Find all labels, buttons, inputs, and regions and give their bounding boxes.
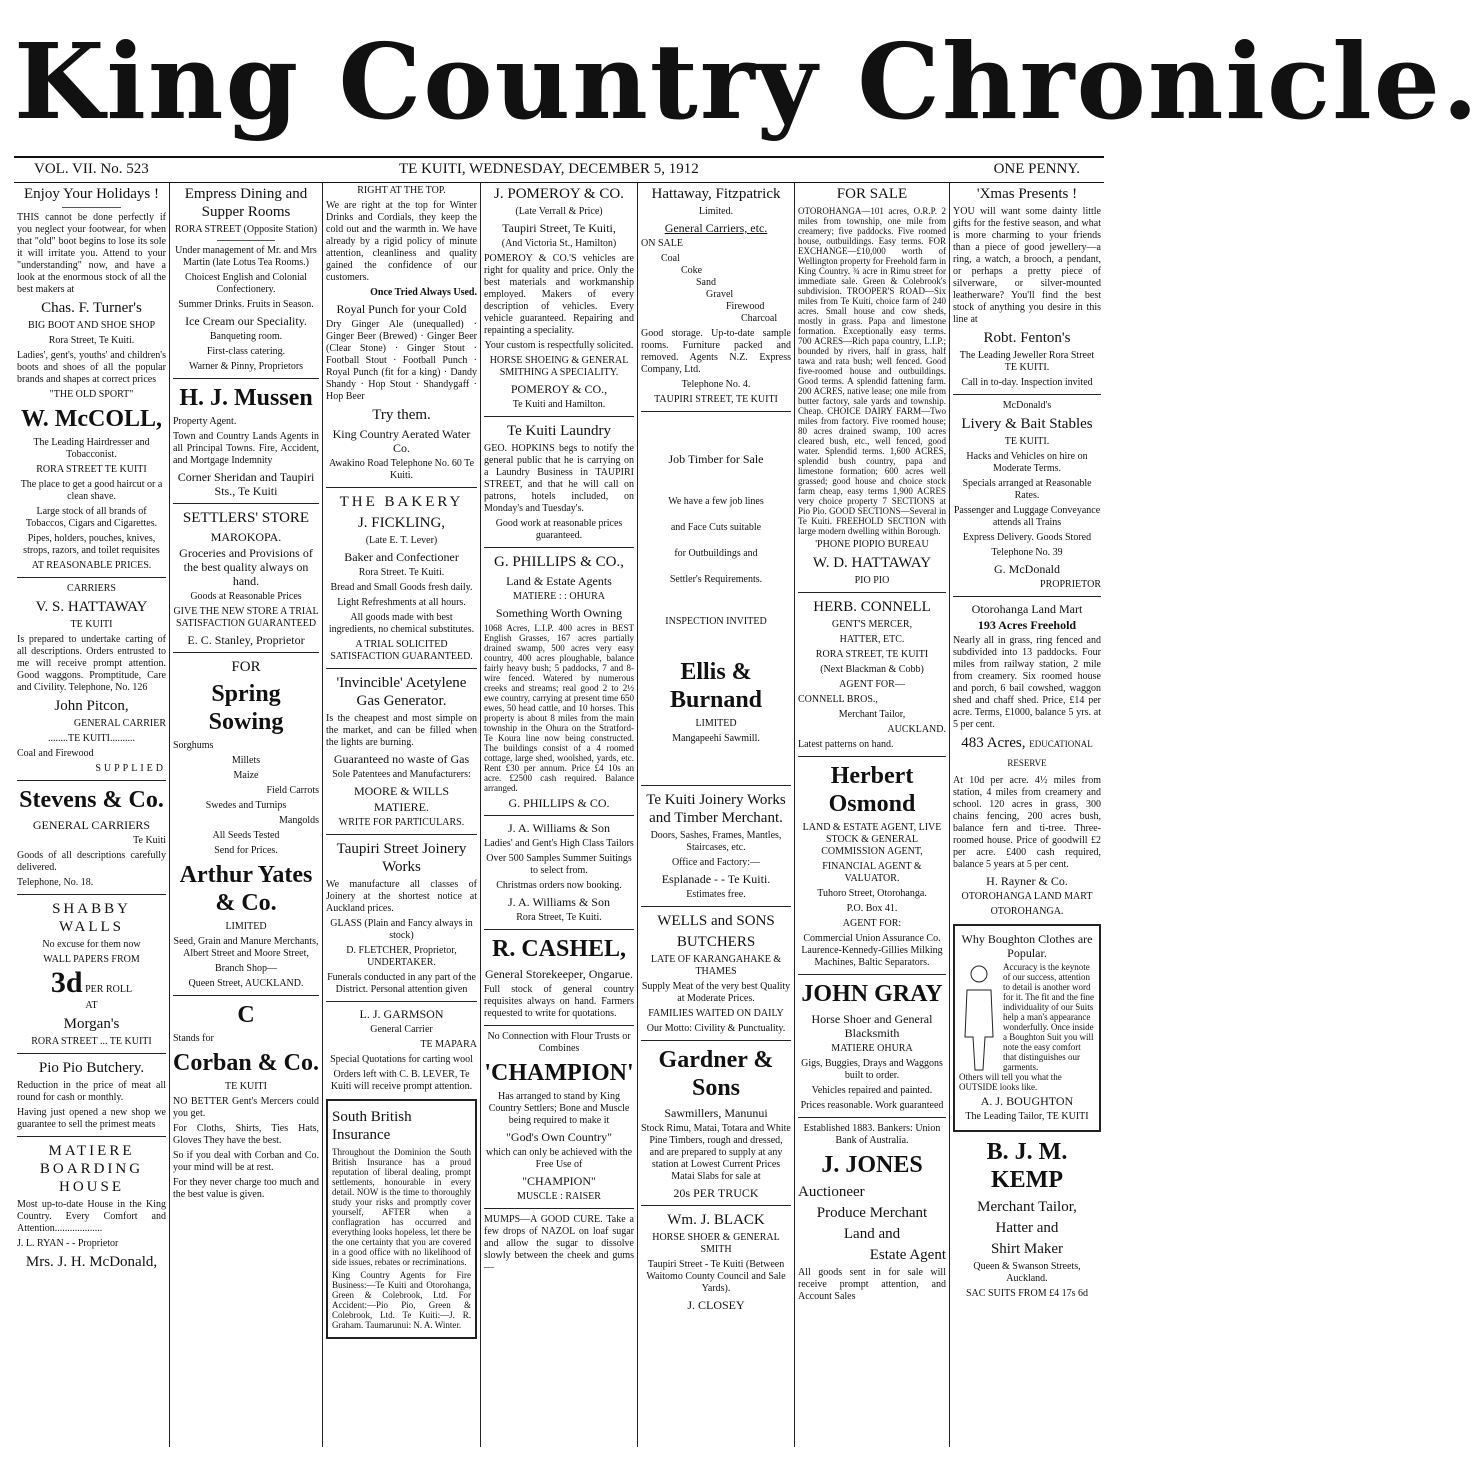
ad-text: Hacks and Vehicles on hire on Moderate Terms.	[966, 451, 1088, 474]
boughton-ad	[953, 924, 1101, 1132]
ad-heading: King Country Aerated Water Co.	[332, 427, 471, 455]
ad-heading: Taupiri Street, Te Kuiti,	[502, 221, 616, 235]
ad-text: for Outbuildings and	[674, 548, 758, 559]
ad-text: TE KUITI.	[1004, 436, 1050, 447]
goods-item: Coke	[681, 265, 703, 276]
ad-text: GIVE THE NEW STORE A TRIAL SATISFACTION GUARANTEED	[173, 606, 319, 629]
goods-item: Coal	[661, 253, 680, 264]
ad-heading: 483 Acres,	[961, 735, 1026, 751]
ad-heading: Estate Agent	[869, 1247, 946, 1263]
ad-text: RORA STREET (Opposite Station)	[174, 224, 318, 235]
ad-heading: Stevens & Co.	[19, 787, 164, 813]
goods-item: Firewood	[726, 301, 765, 312]
ad-heading: J. JONES	[821, 1152, 923, 1178]
drinks-list: Dry Ginger Ale (unequalled) · Ginger Beer (Brewed) · Ginger Beer (Clear Stone) · Ginger Stout · Football Stout · Football Punch · Royal Punch (fit for a king) · Dandy Shandy · Hop Stout · Shandygaff · Hop Beer	[326, 319, 477, 402]
ad-heading: Merchant Tailor,	[977, 1199, 1077, 1215]
ad-text: Under management of Mr. and Mrs Martin (late Lotus Tea Rooms.)	[175, 245, 317, 268]
goods-item: Charcoal	[741, 313, 778, 324]
ad-text: PIO PIO	[854, 575, 890, 586]
ad-body: We manufacture all classes of Joinery at the shortest notice at Auckland prices.	[326, 879, 477, 914]
ad-text: Doors, Sashes, Frames, Mantles, Staircases, etc.	[650, 830, 782, 853]
ad-heading: 'CHAMPION'	[484, 1060, 634, 1086]
ad-text: OTOROHANGA.	[990, 906, 1064, 917]
ad-text: which can only be achieved with the Free Use of	[485, 1147, 633, 1170]
ad-heading: Te Kuiti Laundry	[507, 423, 611, 439]
ad-text: Has arranged to stand by King Country Settlers; Bone and Muscle being required to make it	[488, 1091, 630, 1126]
ad-text: INSPECTION INVITED	[665, 616, 767, 627]
tailor-figure-icon	[959, 962, 999, 1072]
ad-text: AGENT FOR:	[842, 918, 902, 929]
ad-text: Gigs, Buggies, Drays and Waggons built to order.	[801, 1058, 943, 1081]
ad-body: THIS cannot be done perfectly if you neglect your footwear, for when that "old" boot begins to lose its sole it will irritate you. Attend to your "understanding" now, and have a look at the enormous stock of all the best makers at	[17, 212, 166, 295]
ad-heading: South British Insurance	[332, 1109, 412, 1143]
column-5	[637, 182, 794, 1447]
ad-text: Horse Shoer and General Blacksmith	[811, 1012, 933, 1040]
ad-heading: Job Timber for Sale	[668, 452, 764, 466]
ad-heading: "CHAMPION"	[522, 1174, 596, 1188]
ad-heading: Shirt Maker	[990, 1241, 1064, 1257]
ad-heading: Ice Cream our Speciality.	[185, 314, 307, 328]
ad-text: Telephone No. 39	[991, 547, 1063, 558]
section-heading: CARRIERS	[67, 583, 116, 594]
ad-text: No excuse for them now	[42, 939, 141, 950]
ad-text: Over 500 Samples Summer Suitings to select from.	[486, 853, 632, 876]
ad-text: Special Quotations for carting wool	[330, 1054, 473, 1065]
column-4	[480, 182, 637, 1447]
ad-text: Stands for	[173, 1033, 214, 1044]
ad-heading: Corner Sheridan and Taupiri Sts., Te Kuiti	[177, 470, 315, 498]
ad-text: First-class catering.	[206, 346, 286, 357]
ad-heading: FOR	[231, 659, 261, 675]
ad-text: TE KUITI	[225, 1081, 267, 1092]
ad-body: NO BETTER Gent's Mercers could you get.	[173, 1096, 319, 1119]
ad-text: (Late E. T. Lever)	[365, 535, 438, 546]
column-3	[322, 182, 480, 1447]
ad-text: and Face Cuts suitable	[670, 522, 762, 533]
ad-text: Good work at reasonable prices guaranteed.	[495, 518, 623, 541]
ad-text: LATE OF KARANGAHAKE & THAMES	[650, 954, 782, 977]
ad-text: GENERAL CARRIER	[73, 718, 166, 729]
ad-body: Having just opened a new shop we guarantee to sell the primest meats	[17, 1107, 166, 1130]
ad-text: Pipes, holders, pouches, knives, strops, razors, and toilet requisites	[23, 533, 160, 556]
ad-heading: MATIERE BOARDING HOUSE	[39, 1143, 144, 1195]
ad-text: GENERAL CARRIERS	[32, 818, 151, 832]
masthead-title: King Country Chronicle.	[14, 20, 1480, 143]
ad-heading: SETTLERS' STORE	[182, 510, 310, 526]
ad-text: We have a few job lines	[668, 496, 764, 507]
ad-text: The Leading Tailor, TE KUITI	[965, 1111, 1089, 1122]
ad-heading: John Pitcon,	[54, 698, 129, 714]
ad-text: FAMILIES WAITED ON DAILY	[648, 1008, 784, 1019]
ad-heading: JOHN GRAY	[801, 981, 943, 1007]
ad-text: Sole Patentees and Manufacturers:	[332, 769, 471, 780]
ad-text: GLASS (Plain and Fancy always in stock)	[330, 918, 473, 941]
ad-heading: Taupiri Street Joinery Works	[336, 841, 467, 875]
ad-body: Stock Rimu, Matai, Totara and White Pine Timbers, rough and dressed, and are prepared to supply at any station at Lowest Current Prices Matai Slabs for sale at	[641, 1123, 791, 1182]
ad-heading: Something Worth Owning	[495, 606, 623, 620]
ad-text: SAC SUITS FROM £4 17s 6d	[966, 1288, 1088, 1299]
ad-text: No Connection with Flour Trusts or Combines	[487, 1031, 631, 1054]
ad-text: Bread and Small Goods fresh daily.	[330, 582, 473, 593]
ad-heading: Guaranteed no waste of Gas	[333, 752, 470, 766]
seed-item: Field Carrots	[266, 785, 319, 796]
ad-body: Ladies', gent's, youths' and children's boots and shoes of all the popular brands and shapes at correct prices	[17, 350, 166, 385]
ad-text: AT	[85, 1000, 98, 1011]
ad-heading: H. Rayner & Co.	[986, 874, 1068, 888]
ad-text: Land & Estate Agents	[506, 574, 612, 588]
ad-heading: Ellis & Burnand	[669, 659, 763, 713]
ad-body: OTOROHANGA—101 acres, O.R.P. 2 miles from township, one mile from creamery; five paddocks. Five roomed house, outbuildings. Easy terms. FOR EXCHANGE—£10,000 worth of Wellington property for Freehold farm in King Country. ¾ acre in Rimu street for immediate sale. Green & Colebrook's subdivision. TROOPER'S ROAD—Six miles from Te Kuiti, choice farm of 240 acres. Small house and cow sheds, mostly in grass. Papa and limestone formation. Exceptionally easy terms. 700 ACRES—Rich papa country, L.I.P.; bounded by rivers, half in grass, half tawa and rata bush; well fenced. Good five-roomed house and outbuildings. Good terms. A splendid fattening farm. 200 ACRES, native lease; one mile from butter factory, sale yards and township. Cheap. CHOICE DAIRY FARM—Two miles from factory. Five roomed house; 80 acres drained swamp, 100 acres cleared bush, etc., well fenced, good water. Splendid terms. 1,600 ACRES, splendid bush country, papa and limestone formation; 600 acres well grassed; good house and choice stock farm cheap, easy terms 1,900 ACRES very choice property 7 SECTIONS at Pio Pio. GOOD SECTIONS—Several in Te Kuiti. FREEHOLD SECTION with large modern dwelling within Borough.	[798, 206, 946, 536]
ad-body: Throughout the Dominion the South British Insurance has a proud reputation of liberal dealing, prompt settlements, honourable in every detail. NOW is the time to thoroughly study your risks and promptly cover yourself, AFTER when a conflagration has occurred and everything looks hopeless, let there be the one certainty that you are covered in a good office with no likelihood of side issues, rebates or recriminations.	[332, 1147, 471, 1267]
ad-text: WRITE FOR PARTICULARS.	[338, 817, 465, 828]
ad-text: (Next Blackman & Cobb)	[820, 664, 924, 675]
ad-text: General Storekeeper, Ongarue.	[484, 967, 634, 981]
ad-text: MATIERE : : OHURA	[513, 591, 605, 602]
ad-heading: Produce Merchant	[816, 1205, 928, 1221]
ad-heading: Auctioneer	[798, 1184, 865, 1200]
ad-text: Our Motto: Civility & Punctuality.	[646, 1023, 786, 1034]
ad-heading: RIGHT AT THE TOP.	[357, 185, 446, 196]
ad-heading: Royal Punch for your Cold	[336, 302, 467, 316]
ad-text: Office and Factory:—	[671, 857, 761, 868]
ad-text: Supply Meat of the very best Quality at Moderate Prices.	[641, 981, 791, 1004]
ad-text: AT REASONABLE PRICES.	[31, 560, 152, 571]
ad-text: Settler's Requirements.	[669, 574, 763, 585]
seed-item: Mangolds	[279, 815, 319, 826]
ad-text: PER ROLL	[85, 984, 133, 995]
ad-text: Branch Shop—	[215, 963, 277, 974]
ad-heading: E. C. Stanley, Proprietor	[187, 633, 305, 647]
issue-date: TE KUITI, WEDNESDAY, DECEMBER 5, 1912	[399, 161, 699, 177]
ad-text: Orders left with C. B. LEVER, Te Kuiti will receive prompt attention.	[330, 1069, 473, 1092]
ad-text: LIMITED	[225, 921, 267, 932]
ad-text: Queen & Swanson Streets, Auckland.	[973, 1261, 1081, 1284]
ad-heading: THE BAKERY	[339, 494, 464, 510]
ad-heading: WELLS and SONS	[657, 913, 775, 929]
ad-text: Property Agent.	[173, 416, 237, 427]
ad-body: Full stock of general country requisites always on hand. Farmers requested to write for quotations.	[484, 984, 634, 1019]
ad-body: Most up-to-date House in the King Country. Every Comfort and Attention...................	[17, 1199, 166, 1234]
price-figure: 3d	[50, 966, 83, 999]
ad-text: Mangapeehi Sawmill.	[672, 733, 760, 744]
ad-text: MATIERE OHURA	[831, 1043, 913, 1054]
goods-item: Sand	[696, 277, 716, 288]
ad-text: Seed, Grain and Manure Merchants, Albert Street and Moore Street,	[173, 936, 319, 959]
ad-text: P.O. Box 41.	[846, 903, 898, 914]
ad-text: MATIERE.	[374, 800, 429, 814]
ad-text: Rora Street. Te Kuiti.	[358, 567, 445, 578]
ad-text: McDonald's	[1002, 400, 1052, 411]
ad-heading: B. J. M. KEMP	[986, 1139, 1068, 1193]
ad-text: Send for Prices.	[214, 845, 278, 856]
ad-body: For Cloths, Shirts, Ties Hats, Gloves They have the best.	[173, 1123, 319, 1146]
issue-price: ONE PENNY.	[993, 161, 1080, 177]
seed-item: Millets	[231, 755, 261, 766]
ad-text: AUCKLAND.	[887, 724, 946, 735]
ad-text: Your custom is respectfully solicited.	[484, 340, 634, 351]
ad-heading: Robt. Fenton's	[983, 330, 1071, 346]
ad-heading: A. J. BOUGHTON	[980, 1094, 1074, 1108]
ad-text: ........TE KUITI..........	[48, 733, 135, 744]
ad-heading: MOORE & WILLS	[353, 784, 450, 798]
ad-text: Commercial Union Assurance Co. Laurence-Kennedy-Gillies Milking Machines, Baltic Separators.	[801, 933, 943, 968]
ad-text: (And Victoria St., Hamilton)	[501, 238, 617, 249]
insurance-ad	[326, 1099, 477, 1339]
ad-heading: Herbert Osmond	[828, 763, 916, 817]
volume-number: VOL. VII. No. 523	[34, 161, 149, 177]
dateline	[14, 156, 1104, 183]
ad-heading: 'Xmas Presents !	[976, 186, 1078, 202]
seed-item: Maize	[233, 770, 259, 781]
ad-text: Rora Street, Te Kuiti.	[516, 912, 602, 923]
ad-text: Light Refreshments at all hours.	[337, 597, 466, 608]
ad-text: Latest patterns on hand.	[798, 739, 894, 750]
ad-heading: G. McDonald	[994, 562, 1060, 576]
ad-text: "THE OLD SPORT"	[49, 389, 134, 400]
column-2	[169, 182, 322, 1447]
ad-text: Passenger and Luggage Conveyance attends all Trains	[953, 505, 1101, 528]
ad-text: Choicest English and Colonial Confectionery.	[185, 272, 307, 295]
ad-text: Large stock of all brands of Tobaccos, Cigars and Cigarettes.	[25, 506, 158, 529]
ad-heading: 20s PER TRUCK	[673, 1186, 759, 1200]
ad-text: OTOROHANGA LAND MART	[961, 891, 1093, 902]
ad-text: HATTER, ETC.	[839, 634, 905, 645]
ad-text: LAND & ESTATE AGENT, LIVE STOCK & GENERAL COMMISSION AGENT,	[802, 822, 942, 857]
ad-text: TE MAPARA	[420, 1039, 477, 1050]
ad-text: Awakino Road Telephone No. 60 Te Kuiti.	[328, 458, 475, 481]
ad-heading: FOR SALE	[836, 186, 908, 202]
ad-heading: Livery & Bait Stables	[961, 416, 1093, 432]
ad-text: The Leading Jeweller Rora Street TE KUITI.	[959, 350, 1095, 373]
ad-heading: J. A. Williams & Son	[508, 821, 610, 835]
ad-heading: J. A. Williams & Son	[508, 895, 610, 909]
seed-item: Sorghums	[173, 740, 214, 751]
ad-heading: Arthur Yates & Co.	[179, 862, 313, 916]
ad-text: Prices reasonable. Work guaranteed	[800, 1100, 944, 1111]
ad-text: J. L. RYAN - - Proprietor	[17, 1238, 119, 1249]
ad-text: Te Kuiti	[133, 835, 166, 846]
ad-body: YOU will want some dainty little gifts for the festive season, and what is more charming to your friends than a piece of good jewellery—a ring, a watch, a brooch, a pendant, or perhaps a pretty piece of silverware, or silver-mounted leatherware? You'll find the best stock of anything you desire in this line at	[953, 206, 1101, 325]
ad-body: For they never charge too much and the best value is given.	[173, 1177, 319, 1200]
ad-heading: Enjoy Your Holidays !	[23, 186, 159, 202]
ad-text: Te Kuiti and Hamilton.	[512, 399, 606, 410]
ad-heading: Why Boughton Clothes are Popular.	[961, 932, 1093, 960]
ad-heading: "God's Own Country"	[506, 1130, 612, 1144]
ad-heading: Hattaway, Fitzpatrick	[651, 186, 781, 202]
ad-heading: Empress Dining and Supper Rooms	[184, 186, 308, 220]
ad-text: Limited.	[698, 206, 734, 217]
ad-body: 1068 Acres, L.I.P. 400 acres in BEST English Grasses, 167 acres partially drained swamp, 500 acres very easy country, 400 acres ploughable, balance fairly heavy bush; 5 paddocks, 7 and 8-wire fenced. Watered by numerous creeks and streams; real good 2 to 2½ ewe country, carrying at present time 650 ewes, 50 head cattle, and 10 horses. This property is about 8 miles from the main township in the Ohura on the Stratford-Te Koura line now being constructed. The buildings consist of a 4 roomed cottage, large shed, woolshed, yards, etc. Rent £30 per annum. Price £4 10s an acre. £2500 cash required. Balance arranged.	[484, 623, 634, 793]
ad-body: We are right at the top for Winter Drinks and Cordials, they keep the cold out and the warmth in. We have already by a rigid policy of minute attention, cleanliness and quality gained the confidence of our customers.	[326, 200, 477, 283]
ad-text: Others will tell you what the OUTSIDE looks like.	[959, 1072, 1062, 1092]
ad-text: All goods made with best ingredients, no chemical substitutes.	[328, 612, 475, 635]
ad-heading: J. CLOSEY	[687, 1298, 745, 1312]
ad-text: Queen Street, AUCKLAND.	[188, 978, 304, 989]
ad-body: GEO. HOPKINS begs to notify the general public that he is carrying on a Laundry Business in TAUPIRI STREET, and that he will call on patrons, hotels included, on Monday's and Tuesday's.	[484, 443, 634, 514]
ad-heading: Gardner & Sons	[658, 1047, 774, 1101]
ad-text: PROPRIETOR	[1040, 579, 1101, 590]
ad-text: Express Delivery. Goods Stored	[962, 532, 1092, 543]
ad-heading: H. J. Mussen	[179, 385, 313, 411]
ad-heading: Spring Sowing	[208, 681, 284, 735]
ad-heading: Wm. J. BLACK	[667, 1212, 765, 1228]
ad-text: Goods at Reasonable Prices	[190, 591, 302, 602]
ad-heading: Corban & Co.	[173, 1050, 320, 1076]
ad-body: Is prepared to undertake carting of all descriptions. Orders entrusted to me will receive prompt attention. Good waggons. Promptitude, Care and Civility. Telephone, No. 126	[17, 634, 166, 693]
ad-text: Baker and Confectioner	[344, 550, 459, 564]
ad-body: All goods sent in for sale will receive prompt attention, and Account Sales	[798, 1267, 946, 1302]
ad-heading: Chas. F. Turner's	[41, 300, 142, 316]
ad-text: FINANCIAL AGENT & VALUATOR.	[822, 861, 922, 884]
goods-item: Gravel	[706, 289, 734, 300]
ad-body: Accuracy is the keynote of our success, attention to detail is another word for it. The fit and the fine individuality of our Suits help a man's appearance wonderfully. Once inside a Boughton Suit you will note the easy comfort that distinguishes our garments.	[1003, 962, 1095, 1072]
ad-heading: G. PHILLIPS & CO.	[508, 796, 610, 810]
ad-body: Groceries and Provisions of the best quality always on hand.	[179, 546, 313, 588]
ad-text: ON SALE	[641, 238, 683, 249]
ad-heading: Otorohanga Land Mart	[971, 602, 1083, 616]
ad-text: HORSE SHOEING & GENERAL SMITHING A SPECIALITY.	[489, 355, 629, 378]
ad-text: AGENT FOR—	[839, 679, 905, 690]
ad-heading: Land and	[843, 1226, 901, 1242]
ad-heading: Te Kuiti Joinery Works and Timber Merchant.	[646, 792, 786, 826]
ad-text: MAROKOPA.	[210, 530, 282, 544]
ad-text: Telephone No. 4.	[681, 379, 751, 390]
ad-text: A TRIAL SOLICITED SATISFACTION GUARANTEED.	[330, 639, 473, 662]
ad-text: Taupiri Street - Te Kuiti (Between Waitomo County Council and Sale Yards).	[646, 1259, 786, 1294]
ad-text: Funerals conducted in any part of the District. Personal attention given	[327, 972, 476, 995]
ad-text: Christmas orders now booking.	[496, 880, 622, 891]
ad-heading: L. J. GARMSON	[359, 1007, 444, 1021]
ad-text: RORA STREET ... TE KUITI	[31, 1036, 152, 1047]
ad-text: All Seeds Tested	[212, 830, 280, 841]
ad-text: Warner & Pinny, Proprietors	[188, 361, 304, 372]
ad-text: TE KUITI	[70, 619, 113, 630]
ad-text: D. FLETCHER, Proprietor, UNDERTAKER.	[346, 945, 457, 968]
ad-text: Telephone, No. 18.	[17, 877, 94, 888]
ad-body: Good storage. Up-to-date sample rooms. Furniture packed and removed. Agents N.Z. Express Company, Ltd.	[641, 328, 791, 375]
ad-body: POMEROY & CO.'S vehicles are right for quality and price. Only the best materials and workmanship employed. Makers of every description of vehicles. Every vehicle guaranteed. Repairing and repainting a speciality.	[484, 253, 634, 336]
ad-heading: V. S. HATTAWAY	[35, 599, 148, 615]
ad-text: Call in to-day. Inspection invited	[961, 377, 1093, 388]
ad-heading: Morgan's	[63, 1016, 120, 1032]
ad-text: Vehicles repaired and painted.	[811, 1085, 933, 1096]
ad-heading: W. D. HATTAWAY	[812, 555, 932, 571]
ad-heading: General Carriers, etc.	[664, 221, 768, 235]
ad-heading: Try them.	[372, 407, 431, 423]
ad-heading: SHABBY WALLS	[52, 901, 131, 935]
ad-text: MUSCLE : RAISER	[517, 1191, 601, 1202]
ad-text: BIG BOOT AND SHOE SHOP	[27, 320, 156, 331]
ad-text: Ladies' and Gent's High Class Tailors	[484, 838, 634, 849]
ad-text: RORA STREET, TE KUITI	[815, 649, 929, 660]
ad-text: Estimates free.	[686, 889, 746, 900]
ad-text: GENT'S MERCER,	[831, 619, 913, 630]
column-1	[14, 182, 169, 1447]
ad-heading: HERB. CONNELL	[813, 599, 931, 615]
ad-heading: Hatter and	[995, 1220, 1059, 1236]
ad-heading: POMEROY & CO.,	[510, 382, 608, 396]
ad-text: Sawmillers, Manunui	[664, 1106, 768, 1120]
ad-text: Established 1883. Bankers: Union Bank of Australia.	[803, 1123, 941, 1146]
ad-text: EDUCATIONAL RESERVE	[1007, 739, 1093, 768]
ad-text: RORA STREET TE KUITI	[36, 464, 147, 475]
ad-text: (Late Verrall & Price)	[515, 206, 603, 217]
ad-heading: J. POMEROY & CO.	[494, 186, 624, 202]
ad-text: Rora Street, Te Kuiti.	[48, 335, 135, 346]
ad-text: CONNELL BROS.,	[798, 694, 878, 705]
column-7	[949, 182, 1104, 1447]
ad-body: So if you deal with Corban and Co. your mind will be at rest.	[173, 1150, 319, 1173]
ad-text: Once Tried Always Used.	[370, 287, 477, 298]
ad-heading: 193 Acres Freehold	[977, 618, 1077, 632]
ad-heading: Mrs. J. H. McDonald,	[25, 1254, 158, 1270]
ad-text: 'PHONE PIOPIO BUREAU	[815, 539, 929, 550]
ad-heading: G. PHILLIPS & CO.,	[493, 554, 624, 570]
ad-text: WALL PAPERS FROM	[43, 954, 140, 965]
ad-text: Specials arranged at Reasonable Rates.	[962, 478, 1092, 501]
ad-body: King Country Agents for Fire Business:—Te Kuiti and Otorohanga, Green & Colebrook, Ltd. For Accident:—Pio Pio, Green & Colebrook, Ltd. Te Kuiti:—J. R. Graham. Taumarunui: N. A. Winter.	[332, 1270, 471, 1330]
ad-text: Summer Drinks. Fruits in Season.	[178, 299, 314, 310]
ad-text: TAUPIRI STREET, TE KUITI	[654, 394, 778, 405]
ad-text: Tuhoro Street, Otorohanga.	[817, 888, 927, 899]
ad-text: SUPPLIED	[95, 763, 166, 774]
ad-heading: Esplanade - - Te Kuiti.	[661, 872, 771, 886]
ad-heading: R. CASHEL,	[491, 936, 627, 962]
column-6	[794, 182, 949, 1447]
page-columns	[14, 182, 1104, 1447]
ad-text: HORSE SHOER & GENERAL SMITH	[652, 1232, 780, 1255]
ad-text: The place to get a good haircut or a clean shave.	[20, 479, 163, 502]
ad-body: Goods of all descriptions carefully delivered.	[17, 850, 166, 873]
seed-item: Swedes and Turnips	[205, 800, 287, 811]
ad-heading: BUTCHERS	[676, 934, 756, 950]
ad-text: Coal and Firewood	[17, 748, 94, 759]
ad-text: The Leading Hairdresser and Tobacconist.	[33, 437, 150, 460]
ad-body: Town and Country Lands Agents in all Principal Towns. Fire, Accident, and Mortgage Indemnity	[173, 431, 319, 466]
ad-heading: J. FICKLING,	[357, 515, 446, 531]
ad-heading: C	[237, 1002, 255, 1028]
ad-text: Banqueting room.	[209, 331, 283, 342]
ad-body: At 10d per acre. 4½ miles from station, 4 miles from creamery and school. 120 acres in grass, 300 chains fencing, 200 acres bush, balance fern and ti-tree. Three-roomed house. Price of goodwill £2 per acre. £400 cash required, balance 5 years at 5 per cent.	[953, 775, 1101, 870]
ad-body: Is the cheapest and most simple on the market, and can be filled when the lights are burning.	[326, 713, 477, 748]
ad-text: LIMITED	[695, 718, 737, 729]
ad-body: Reduction in the price of meat all round for cash or monthly.	[17, 1080, 166, 1103]
ad-heading: W. McCOLL,	[20, 406, 163, 432]
ad-text: Merchant Tailor,	[838, 709, 906, 720]
ad-heading: 'Invincible' Acetylene Gas Generator.	[336, 675, 467, 709]
ad-body: Nearly all in grass, ring fenced and subdivided into 13 paddocks. Four miles from railway station, 2 mile from creamery. Six roomed house and porch, 6 bail cowshed, waggon shed and chaff shed. Price, £14 per acre. Terms, £1000, balance 5 yrs. at 5 per cent.	[953, 635, 1101, 730]
ad-body: MUMPS—A GOOD CURE. Take a few drops of NAZOL on loaf sugar and allow the sugar to dissolve slowly between the cheek and gums—	[484, 1214, 634, 1273]
ad-text: General Carrier	[370, 1024, 433, 1035]
ad-heading: Pio Pio Butchery.	[38, 1060, 145, 1076]
